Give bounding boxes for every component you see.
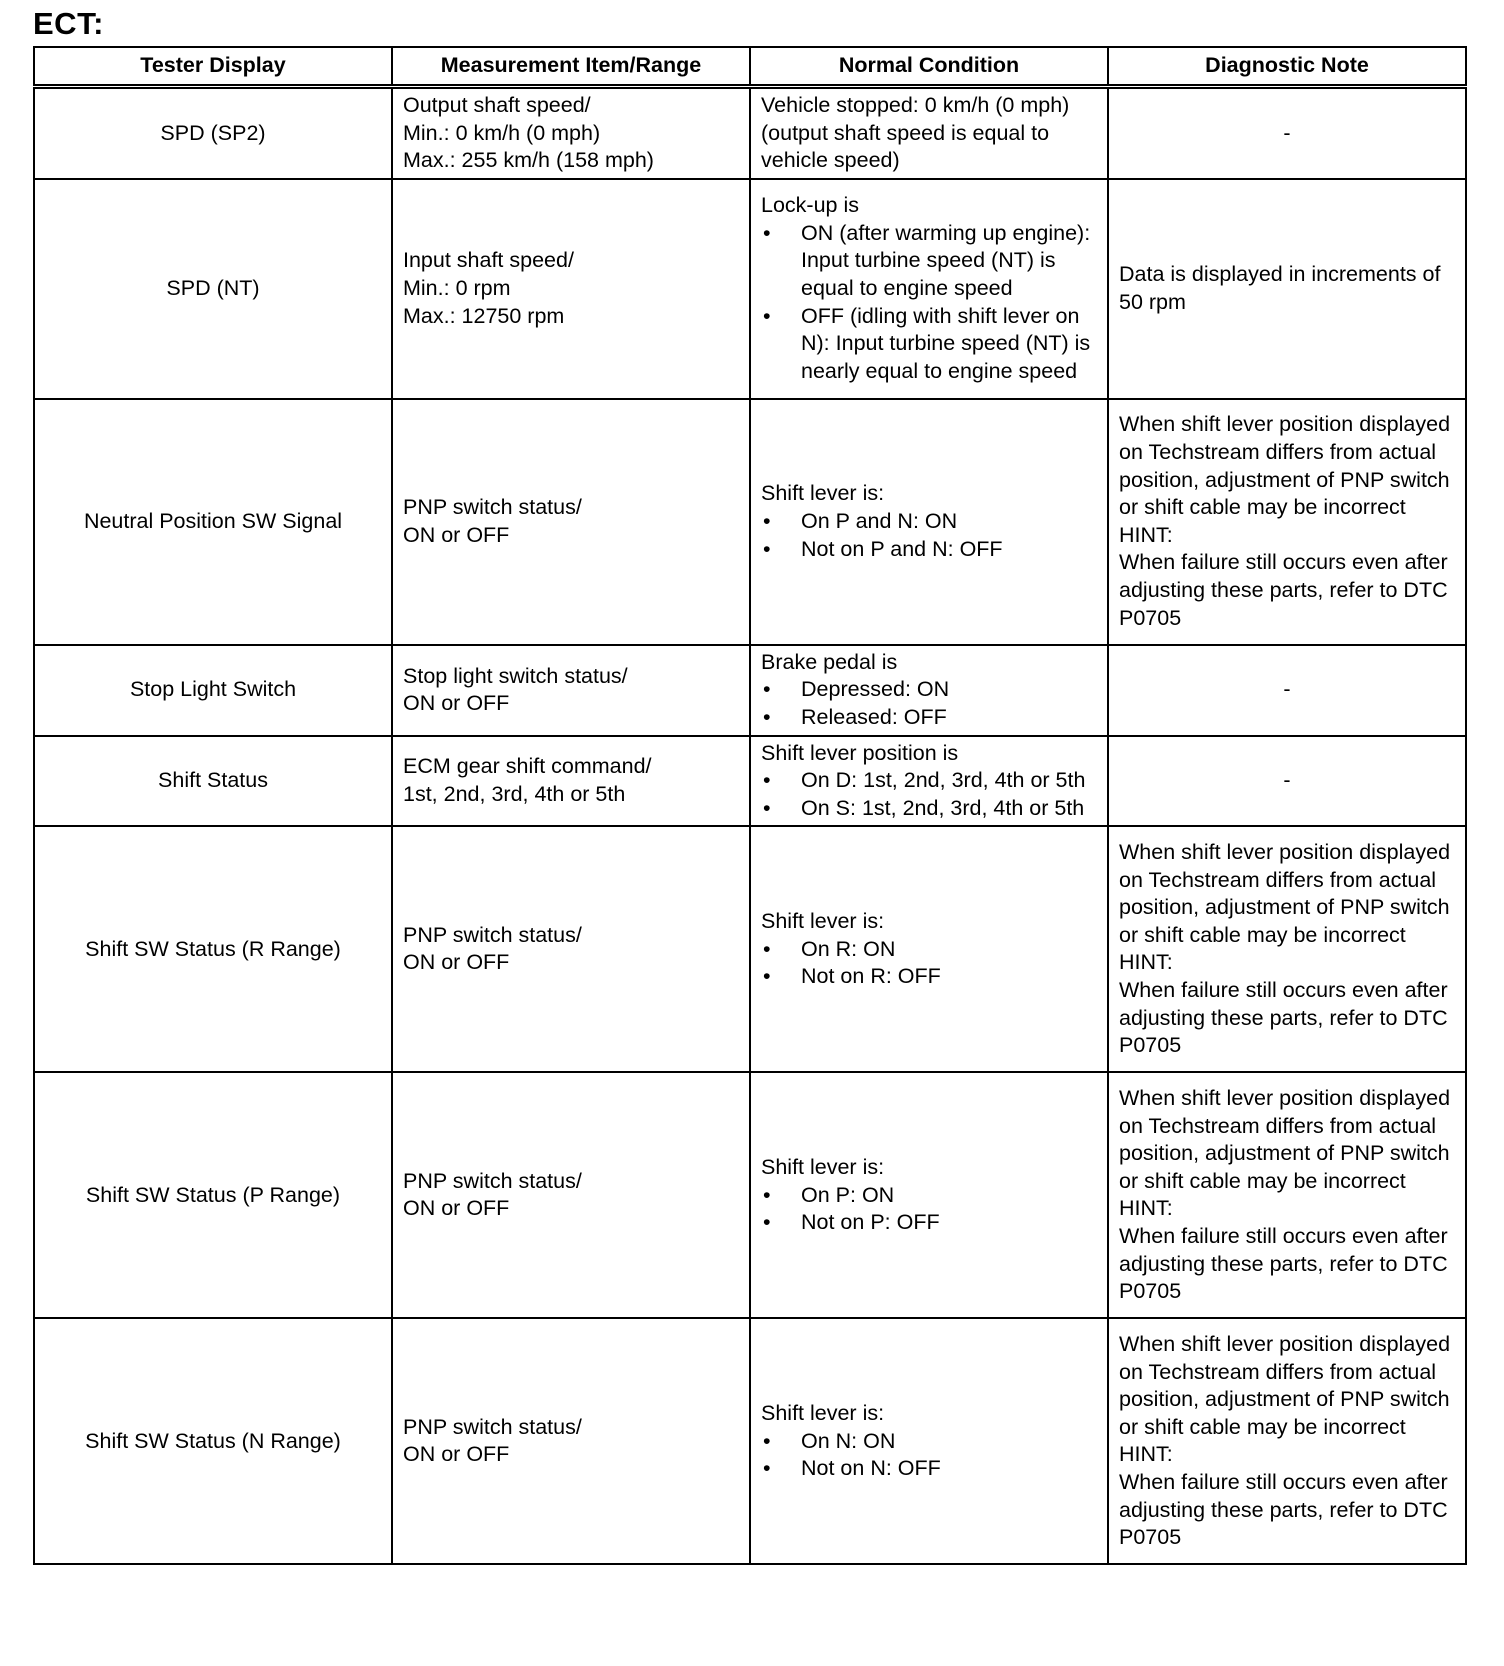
diagnostic-note-cell: [1108, 1072, 1466, 1318]
measurement-line: ON or OFF: [403, 1196, 510, 1221]
header-normal-condition: Normal Condition: [750, 47, 1108, 87]
normal-condition-bullets: [761, 676, 1097, 731]
measurement-line: Min.: 0 km/h (0 mph): [403, 120, 601, 145]
diagnostic-note-cell: [1108, 179, 1466, 399]
measurement-cell: [392, 645, 750, 736]
bullet-item: • ON (after warming up engine): Input turbine speed (NT) is equal to engine speed: [761, 220, 1097, 303]
diagnostic-note-cell: [1108, 826, 1466, 1072]
measurement-cell: [392, 826, 750, 1072]
table-row: [34, 826, 1466, 1072]
header-tester-display: Tester Display: [34, 47, 392, 87]
normal-condition-cell: [750, 87, 1108, 179]
tester-display-cell: Shift Status: [34, 736, 392, 827]
tester-display-cell: Stop Light Switch: [34, 645, 392, 736]
bullet-item: • On N: ON: [761, 1428, 1097, 1456]
bullet-item: • Not on P and N: OFF: [761, 536, 1097, 564]
tester-display-cell: SPD (SP2): [34, 87, 392, 179]
measurement-cell: [392, 87, 750, 179]
measurement-line: Stop light switch status/: [403, 663, 628, 688]
measurement-line: Min.: 0 rpm: [403, 275, 511, 300]
measurement-line: PNP switch status/: [403, 922, 582, 947]
header-diagnostic-note: Diagnostic Note: [1108, 47, 1466, 87]
normal-condition-cell: [750, 736, 1108, 827]
diagnostic-note-cell: [1108, 87, 1466, 179]
diagnostic-note-line: HINT:: [1119, 522, 1173, 547]
diagnostic-note-line: HINT:: [1119, 1196, 1173, 1221]
measurement-line: ON or OFF: [403, 1442, 510, 1467]
normal-condition-cell: [750, 826, 1108, 1072]
measurement-line: 1st, 2nd, 3rd, 4th or 5th: [403, 781, 626, 806]
measurement-cell: [392, 1072, 750, 1318]
header-row: [34, 47, 1466, 87]
diagnostic-note-line: When shift lever position displayed on Techstream differs from actual position, adjustment of PNP switch or shift cable may be incorrect: [1119, 412, 1451, 520]
normal-condition-cell: [750, 399, 1108, 645]
measurement-cell: [392, 1318, 750, 1564]
section-title: ECT:: [33, 6, 104, 41]
tester-display-cell: Shift SW Status (N Range): [34, 1318, 392, 1564]
bullet-item: • Released: OFF: [761, 704, 1097, 732]
normal-condition-bullets: [761, 1182, 1097, 1237]
normal-condition-bullets: [761, 508, 1097, 563]
diagnostic-note-cell: [1108, 736, 1466, 827]
diagnostic-note-cell: [1108, 1318, 1466, 1564]
normal-condition-bullets: [761, 936, 1097, 991]
measurement-line: ON or OFF: [403, 691, 510, 716]
header-measurement-item: Measurement Item/Range: [392, 47, 750, 87]
normal-condition-cell: [750, 645, 1108, 736]
diagnostic-note-line: -: [1283, 768, 1291, 793]
bullet-item: • OFF (idling with shift lever on N): Input turbine speed (NT) is nearly equal to engine speed: [761, 303, 1097, 386]
diagnostic-note-line: When shift lever position displayed on Techstream differs from actual position, adjustment of PNP switch or shift cable may be incorrect: [1119, 1331, 1451, 1439]
measurement-line: PNP switch status/: [403, 495, 582, 520]
measurement-cell: [392, 399, 750, 645]
normal-condition-line: Lock-up is: [761, 193, 859, 218]
diagnostic-note-line: When shift lever position displayed on Techstream differs from actual position, adjustment of PNP switch or shift cable may be incorrect: [1119, 1085, 1451, 1193]
tester-display-cell: Shift SW Status (R Range): [34, 826, 392, 1072]
table-row: [34, 87, 1466, 179]
normal-condition-line: Brake pedal is: [761, 649, 898, 674]
normal-condition-bullets: [761, 220, 1097, 386]
normal-condition-line: Shift lever is:: [761, 1154, 885, 1179]
normal-condition-line: vehicle speed): [761, 148, 900, 173]
table-row: [34, 736, 1466, 827]
measurement-line: Input shaft speed/: [403, 248, 574, 273]
normal-condition-cell: [750, 1318, 1108, 1564]
bullet-item: • On R: ON: [761, 936, 1097, 964]
diagnostic-note-line: -: [1283, 677, 1291, 702]
diagnostic-note-line: When shift lever position displayed on Techstream differs from actual position, adjustment of PNP switch or shift cable may be incorrect: [1119, 839, 1451, 947]
bullet-item: • On S: 1st, 2nd, 3rd, 4th or 5th: [761, 795, 1097, 823]
measurement-line: PNP switch status/: [403, 1414, 582, 1439]
measurement-line: PNP switch status/: [403, 1168, 582, 1193]
measurement-cell: [392, 179, 750, 399]
table-row: [34, 1318, 1466, 1564]
normal-condition-line: Vehicle stopped: 0 km/h (0 mph): [761, 93, 1070, 117]
diagnostic-note-cell: [1108, 399, 1466, 645]
measurement-line: Max.: 255 km/h (158 mph): [403, 148, 654, 173]
tester-display-cell: SPD (NT): [34, 179, 392, 399]
measurement-line: ON or OFF: [403, 950, 510, 975]
normal-condition-line: Shift lever is:: [761, 481, 885, 506]
measurement-line: Max.: 12750 rpm: [403, 303, 565, 328]
bullet-item: • On P and N: ON: [761, 508, 1097, 536]
bullet-item: • On P: ON: [761, 1182, 1097, 1210]
diagnostic-note-line: Data is displayed in increments of 50 rpm: [1119, 262, 1441, 314]
diagnostic-note-line: When failure still occurs even after adjusting these parts, refer to DTC P0705: [1119, 1469, 1448, 1550]
measurement-cell: [392, 736, 750, 827]
ect-data-table: [33, 46, 1467, 1565]
measurement-line: ON or OFF: [403, 522, 510, 547]
normal-condition-cell: [750, 179, 1108, 399]
bullet-item: • On D: 1st, 2nd, 3rd, 4th or 5th: [761, 767, 1097, 795]
diagnostic-note-line: -: [1283, 120, 1291, 145]
diagnostic-note-line: HINT:: [1119, 1442, 1173, 1467]
tester-display-cell: Neutral Position SW Signal: [34, 399, 392, 645]
table-row: [34, 399, 1466, 645]
bullet-item: • Not on P: OFF: [761, 1209, 1097, 1237]
normal-condition-bullets: [761, 1428, 1097, 1483]
table-row: [34, 645, 1466, 736]
table-row: [34, 179, 1466, 399]
tester-display-cell: Shift SW Status (P Range): [34, 1072, 392, 1318]
normal-condition-bullets: [761, 767, 1097, 822]
measurement-line: Output shaft speed/: [403, 93, 591, 117]
diagnostic-note-line: HINT:: [1119, 950, 1173, 975]
normal-condition-line: Shift lever is:: [761, 908, 885, 933]
bullet-item: • Not on N: OFF: [761, 1455, 1097, 1483]
table-body: [34, 87, 1466, 1565]
normal-condition-line: Shift lever position is: [761, 740, 959, 765]
diagnostic-note-cell: [1108, 645, 1466, 736]
bullet-item: • Depressed: ON: [761, 676, 1097, 704]
diagnostic-note-line: When failure still occurs even after adjusting these parts, refer to DTC P0705: [1119, 550, 1448, 630]
measurement-line: ECM gear shift command/: [403, 754, 652, 779]
bullet-item: • Not on R: OFF: [761, 963, 1097, 991]
diagnostic-note-line: When failure still occurs even after adjusting these parts, refer to DTC P0705: [1119, 1223, 1448, 1304]
table-row: [34, 1072, 1466, 1318]
normal-condition-line: (output shaft speed is equal to: [761, 120, 1050, 145]
diagnostic-note-line: When failure still occurs even after adjusting these parts, refer to DTC P0705: [1119, 977, 1448, 1058]
normal-condition-line: Shift lever is:: [761, 1400, 885, 1425]
normal-condition-cell: [750, 1072, 1108, 1318]
